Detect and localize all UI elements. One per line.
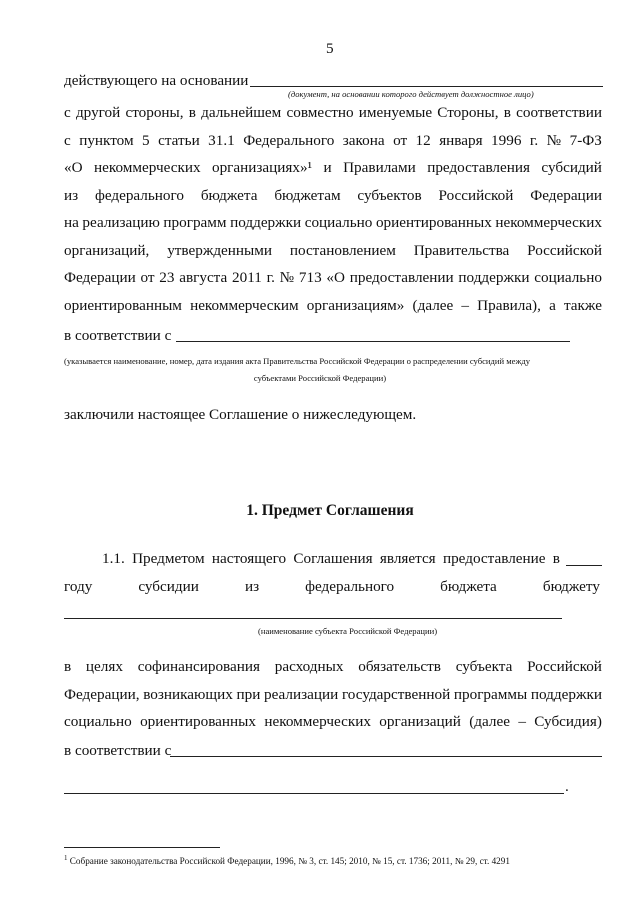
fill-blank-subject: [64, 618, 562, 619]
word: из: [64, 186, 79, 204]
footnote: [64, 854, 510, 866]
word: предоставления: [427, 159, 530, 176]
word: также: [563, 296, 602, 314]
section-paragraph-2-line-3: [64, 713, 602, 731]
section-paragraph-line-1: [102, 550, 560, 568]
word: №: [279, 269, 295, 286]
word: утвержденными: [167, 241, 272, 259]
word: в: [503, 104, 511, 121]
word: 23: [159, 269, 175, 286]
word: поддержки: [458, 269, 530, 286]
word: г.: [529, 131, 539, 149]
word: социально: [64, 713, 132, 730]
page-number: 5: [326, 40, 334, 57]
word: некоммерческих: [93, 159, 201, 176]
word: Правилами: [343, 159, 416, 176]
word: субсидий: [541, 159, 602, 176]
fill-blank-basis: [170, 756, 602, 757]
word: в: [64, 658, 72, 675]
word: государственной: [341, 685, 451, 703]
word: –: [461, 296, 469, 314]
word: Соглашения: [293, 550, 373, 567]
subject-note: (наименование субъекта Российской Федерации): [258, 626, 438, 636]
word: именуемые: [358, 104, 433, 121]
word: ориентированным: [64, 296, 182, 314]
word: пунктом: [79, 131, 134, 149]
word: субъекта: [455, 658, 513, 675]
word: в: [552, 550, 560, 567]
word: 5: [142, 131, 150, 149]
word: некоммерческих: [264, 713, 371, 730]
word: на: [64, 214, 79, 231]
word: и: [323, 159, 332, 176]
fill-blank-year: [566, 565, 602, 566]
intro-paragraph-line-7: [64, 269, 602, 287]
word: г.: [266, 269, 275, 286]
word: Российской: [527, 241, 602, 259]
word: Субсидия): [534, 713, 602, 730]
word: софинансирования: [137, 658, 261, 675]
word: целях: [85, 658, 123, 675]
end-period: .: [565, 778, 569, 795]
intro-paragraph-line-3: [64, 159, 602, 177]
word: 7-ФЗ: [569, 131, 602, 149]
word: ориентированных: [375, 214, 492, 231]
section-paragraph-2-line-2: [64, 686, 602, 704]
word: 31.1: [208, 131, 235, 149]
word: субъектов: [357, 186, 422, 204]
word: совместно: [286, 104, 354, 121]
word: бюджета: [440, 578, 497, 595]
intro-line-last: в соответствии с: [64, 327, 172, 344]
act-note-2: субъектами Российской Федерации): [253, 373, 387, 383]
word: Правила),: [477, 296, 541, 314]
word: поддержки: [530, 685, 602, 703]
section-paragraph-line-2: [64, 578, 600, 596]
word: Российской: [527, 658, 602, 675]
word: субсидии: [138, 578, 199, 595]
intro-paragraph-line-4: [64, 187, 602, 205]
word: «О: [64, 159, 83, 176]
word: возникающих: [143, 685, 233, 703]
word: стороны,: [125, 104, 184, 121]
word: году: [64, 578, 93, 595]
word: организациям»: [306, 296, 405, 314]
word: от: [393, 131, 408, 149]
word: (далее: [412, 296, 454, 314]
word: ориентированных: [140, 713, 256, 730]
word: 713: [298, 269, 322, 286]
intro-paragraph-line-2: [64, 132, 602, 150]
word: программы: [453, 685, 528, 703]
word: с: [64, 104, 71, 121]
word: программ: [163, 214, 227, 231]
word: 2011: [232, 269, 262, 286]
word: предоставлении: [349, 269, 454, 286]
word: настоящего: [211, 550, 287, 567]
word: обязательств: [358, 658, 441, 675]
fill-blank-document: [250, 86, 603, 87]
word: (далее: [469, 713, 510, 730]
word: от: [140, 269, 155, 286]
concluded-line: заключили настоящее Соглашение о нижеследующем.: [64, 406, 417, 423]
section-heading: 1. Предмет Соглашения: [246, 502, 414, 519]
word: является: [379, 550, 436, 567]
word: бюджетам: [274, 186, 341, 204]
word: бюджета: [200, 186, 258, 204]
word: соответствии: [516, 104, 602, 121]
act-note-1: (указывается наименование, номер, дата издания акта Правительства Российской Федерации о распределении субсидий между: [64, 356, 531, 366]
word: 1996: [491, 131, 522, 149]
word: другой: [75, 104, 121, 121]
word: реализации: [264, 685, 339, 703]
document-note: (документ, на основании которого действует должностное лицо): [288, 89, 534, 99]
word: Федерации,: [64, 685, 140, 703]
word: организациях»¹: [211, 159, 313, 176]
word: реализацию: [82, 214, 160, 231]
word: организаций,: [64, 241, 150, 259]
word: Предметом: [132, 550, 205, 567]
footnote-separator: [64, 847, 220, 848]
word: Федерального: [243, 131, 335, 149]
word: –: [518, 713, 526, 730]
word: при: [236, 685, 261, 703]
footnote-mark: 1: [64, 854, 68, 862]
word: Стороны,: [437, 104, 499, 121]
fill-blank-extra: [64, 793, 564, 794]
word: «О: [326, 269, 345, 286]
word: социально: [534, 269, 602, 286]
word: некоммерческих: [495, 214, 602, 231]
word: бюджету: [542, 578, 600, 595]
word: в: [188, 104, 196, 121]
word: из: [244, 578, 260, 595]
word: января: [439, 131, 483, 149]
word: закона: [342, 131, 385, 149]
word: Федерации: [530, 186, 602, 204]
intro-paragraph-line-8: [64, 297, 602, 315]
word: федерального: [94, 186, 184, 204]
word: постановлением: [289, 241, 396, 259]
intro-paragraph-line-1: [64, 104, 602, 122]
word: с: [64, 131, 71, 149]
word: организаций: [379, 713, 461, 730]
section-paragraph-2-line-1: [64, 658, 602, 676]
word: а: [549, 296, 556, 314]
word: расходных: [274, 658, 344, 675]
word: предоставление: [442, 550, 546, 567]
section-line-last: в соответствии с: [64, 742, 172, 759]
word: августа: [179, 269, 228, 286]
word: Правительства: [413, 241, 510, 259]
intro-paragraph-line-5: [64, 214, 602, 232]
footnote-text: Собрание законодательства Российской Федерации, 1996, № 3, ст. 145; 2010, № 15, ст. 1736; 2011, № 29, ст. 4291: [69, 856, 510, 867]
word: Российской: [438, 186, 514, 204]
fill-blank-act: [176, 341, 570, 342]
word: поддержки: [230, 214, 302, 231]
word: некоммерческим: [190, 296, 299, 314]
word: статьи: [158, 131, 200, 149]
word: федерального: [305, 578, 395, 595]
word: 12: [415, 131, 431, 149]
word: №: [546, 131, 562, 149]
word: социально: [304, 214, 373, 231]
word: дальнейшем: [201, 104, 282, 121]
intro-paragraph-line-6: [64, 242, 602, 260]
word: 1.1.: [102, 550, 125, 567]
intro-line-1: действующего на основании: [64, 72, 249, 89]
word: Федерации: [64, 269, 136, 286]
